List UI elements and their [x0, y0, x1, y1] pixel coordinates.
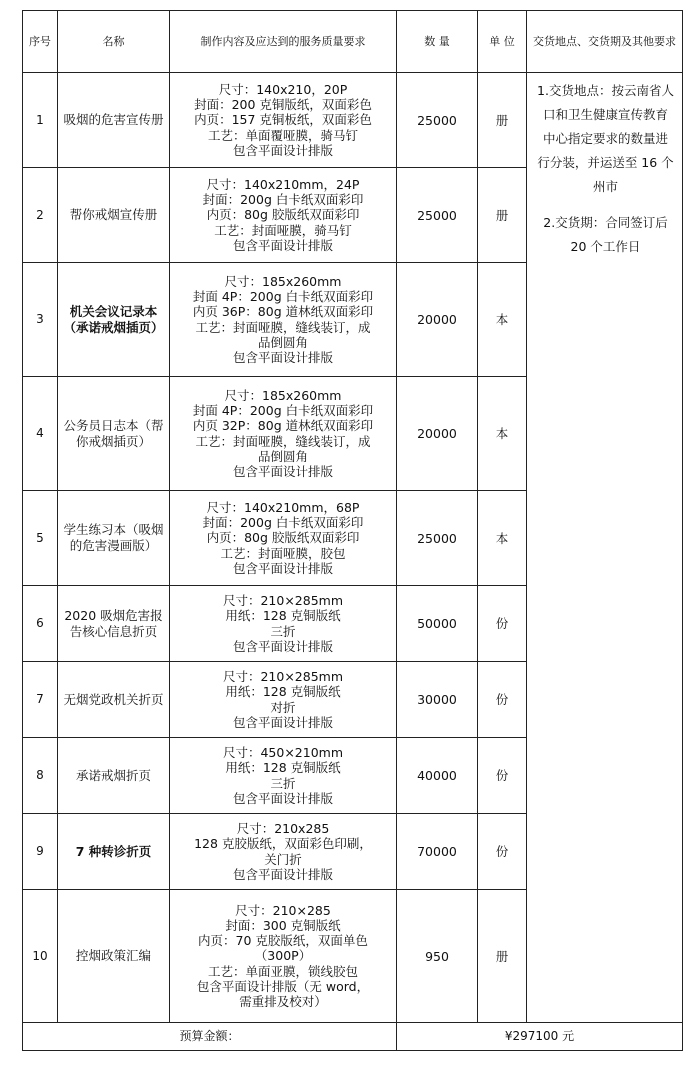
- spec-line: 封面 4P：200g 白卡纸双面彩印: [192, 289, 374, 305]
- row-quantity: 20000: [397, 377, 478, 491]
- row-unit: 册: [478, 73, 527, 168]
- spec-line: 尺寸：185x260mm: [224, 387, 342, 403]
- row-seq: 4: [23, 377, 58, 491]
- spec-line: 三折: [270, 623, 296, 639]
- row-unit: 本: [478, 377, 527, 491]
- spec-line: 包含平面设计排版: [232, 560, 333, 576]
- budget-amount: ¥297100 元: [397, 1023, 683, 1051]
- spec-line: 尺寸：140x210mm，68P: [206, 499, 360, 515]
- spec-line: 包含平面设计排版: [232, 463, 333, 479]
- row-seq: 7: [23, 662, 58, 738]
- spec-line: 尺寸：450×210mm: [222, 745, 344, 761]
- spec-line: 包含平面设计排版: [232, 237, 333, 253]
- delivery-requirements: [527, 73, 683, 1023]
- spec-line: 包含平面设计排版: [232, 142, 333, 158]
- row-name: 帮你戒烟宣传册: [58, 168, 170, 263]
- spec-line: 包含平面设计排版（无 word，: [196, 978, 370, 994]
- row-name: 学生练习本（吸烟的危害漫画版）: [58, 491, 170, 586]
- spec-line: 封面 4P：200g 白卡纸双面彩印: [192, 403, 374, 419]
- row-quantity: 40000: [397, 738, 478, 814]
- spec-line: 封面：200g 白卡纸双面彩印: [202, 515, 364, 531]
- spec-line: 内页：80g 胶版纸双面彩印: [206, 530, 360, 546]
- spec-line: 尺寸：140x210，20P: [218, 81, 348, 97]
- row-name: 7 种转诊折页: [58, 814, 170, 890]
- requirements-table: [22, 10, 683, 1051]
- row-seq: 1: [23, 73, 58, 168]
- row-spec: [170, 586, 397, 662]
- spec-line: 品倒圆角: [257, 334, 308, 350]
- spec-line: 128 克胶版纸，双面彩色印刷，: [194, 836, 372, 852]
- row-seq: 2: [23, 168, 58, 263]
- spec-line: 工艺：封面哑膜，骑马钉: [214, 222, 352, 238]
- row-seq: 6: [23, 586, 58, 662]
- header-unit: 单 位: [478, 11, 527, 73]
- header-delivery: 交货地点、交货期及其他要求: [527, 11, 683, 73]
- row-name: 机关会议记录本（承诺戒烟插页）: [58, 263, 170, 377]
- spec-line: 品倒圆角: [257, 448, 308, 464]
- budget-label: 预算金额：: [23, 1023, 397, 1051]
- spec-line: 尺寸：210x285: [236, 821, 330, 837]
- row-unit: 份: [478, 738, 527, 814]
- row-spec: [170, 377, 397, 491]
- spec-line: 包含平面设计排版: [232, 638, 333, 654]
- spec-line: 工艺：封面哑膜，胶包: [220, 545, 346, 561]
- budget-row: [23, 1023, 683, 1051]
- spec-line: 用纸：128 克铜版纸: [225, 760, 341, 776]
- row-quantity: 20000: [397, 263, 478, 377]
- spec-line: 包含平面设计排版: [232, 866, 333, 882]
- spec-line: 封面：200 克铜版纸，双面彩色: [194, 97, 372, 113]
- row-unit: 份: [478, 814, 527, 890]
- row-quantity: 950: [397, 890, 478, 1023]
- spec-line: 尺寸：140x210mm，24P: [206, 176, 360, 192]
- row-spec: [170, 263, 397, 377]
- spec-line: 包含平面设计排版: [232, 790, 333, 806]
- row-name: 2020 吸烟危害报告核心信息折页: [58, 586, 170, 662]
- spec-line: （300P）: [254, 948, 312, 964]
- spec-line: 工艺：单面亚膜，锁线胶包: [207, 963, 358, 979]
- row-spec: [170, 662, 397, 738]
- spec-line: 包含平面设计排版: [232, 714, 333, 730]
- spec-line: 内页 36P：80g 道林纸双面彩印: [192, 304, 374, 320]
- spec-line: 内页：157 克铜板纸，双面彩色: [194, 112, 372, 128]
- row-seq: 9: [23, 814, 58, 890]
- spec-line: 尺寸：210×285: [235, 902, 331, 918]
- row-seq: 10: [23, 890, 58, 1023]
- row-spec: [170, 491, 397, 586]
- spec-line: 用纸：128 克铜版纸: [225, 608, 341, 624]
- spec-line: 关门折: [264, 851, 302, 867]
- row-unit: 份: [478, 586, 527, 662]
- row-quantity: 25000: [397, 168, 478, 263]
- row-name: 控烟政策汇编: [58, 890, 170, 1023]
- spec-line: 对折: [270, 699, 296, 715]
- row-spec: [170, 890, 397, 1023]
- row-seq: 3: [23, 263, 58, 377]
- spec-line: 三折: [270, 775, 296, 791]
- row-spec: [170, 814, 397, 890]
- header-row: [23, 11, 683, 73]
- row-spec: [170, 73, 397, 168]
- row-quantity: 70000: [397, 814, 478, 890]
- spec-line: 内页：70 克胶版纸，双面单色: [198, 933, 368, 949]
- row-seq: 5: [23, 491, 58, 586]
- spec-line: 工艺：封面哑膜，缝线装订，成: [195, 319, 371, 335]
- row-name: 吸烟的危害宣传册: [58, 73, 170, 168]
- header-spec: 制作内容及应达到的服务质量要求: [170, 11, 397, 73]
- spec-line: 封面：300 克铜版纸: [225, 917, 341, 933]
- row-unit: 本: [478, 491, 527, 586]
- spec-line: 内页：80g 胶版纸双面彩印: [206, 207, 360, 223]
- row-unit: 本: [478, 263, 527, 377]
- spec-line: 需重排及校对）: [239, 994, 327, 1009]
- row-unit: 份: [478, 662, 527, 738]
- spec-line: 尺寸：210×285mm: [222, 669, 344, 685]
- delivery-place: 1.交货地点：按云南省人口和卫生健康宣传教育中心指定要求的数量进行分装，并运送至 16 个州市: [537, 83, 674, 194]
- row-seq: 8: [23, 738, 58, 814]
- row-unit: 册: [478, 168, 527, 263]
- table-row: [23, 73, 683, 168]
- row-quantity: 25000: [397, 491, 478, 586]
- row-spec: [170, 168, 397, 263]
- spec-line: 用纸：128 克铜版纸: [225, 684, 341, 700]
- header-seq: 序号: [23, 11, 58, 73]
- header-name: 名称: [58, 11, 170, 73]
- row-name: 公务员日志本（帮你戒烟插页）: [58, 377, 170, 491]
- delivery-period: 2.交货期：合同签订后 20 个工作日: [543, 215, 668, 254]
- row-name: 承诺戒烟折页: [58, 738, 170, 814]
- row-spec: [170, 738, 397, 814]
- spec-line: 工艺：单面覆哑膜，骑马钉: [207, 127, 358, 143]
- row-quantity: 30000: [397, 662, 478, 738]
- row-unit: 册: [478, 890, 527, 1023]
- row-quantity: 50000: [397, 586, 478, 662]
- spec-line: 包含平面设计排版: [232, 349, 333, 365]
- spec-line: 工艺：封面哑膜，缝线装订，成: [195, 433, 371, 449]
- row-name: 无烟党政机关折页: [58, 662, 170, 738]
- header-qty: 数 量: [397, 11, 478, 73]
- spec-line: 内页 32P：80g 道林纸双面彩印: [192, 418, 374, 434]
- spec-line: 尺寸：185x260mm: [224, 273, 342, 289]
- spec-line: 尺寸：210×285mm: [222, 593, 344, 609]
- row-quantity: 25000: [397, 73, 478, 168]
- spec-line: 封面：200g 白卡纸双面彩印: [202, 192, 364, 208]
